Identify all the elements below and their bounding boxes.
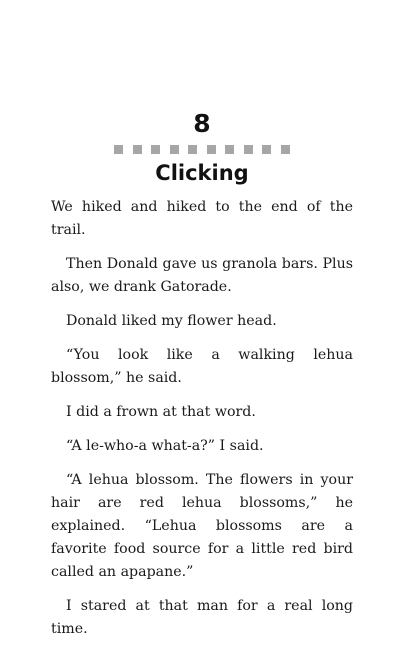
- divider-square: [225, 145, 234, 154]
- divider-square: [281, 145, 290, 154]
- chapter-body: [51, 196, 353, 652]
- paragraph-1: We hiked and hiked to the end of the trail.: [51, 199, 353, 238]
- chapter-title: Clicking: [155, 161, 249, 185]
- paragraph-5: I did a frown at that word.: [66, 404, 256, 420]
- divider-square: [188, 145, 197, 154]
- paragraph-4: “You look like a walking lehua blossom,” he said.: [51, 347, 353, 386]
- divider-square: [151, 145, 160, 154]
- paragraph-6: “A le-who-a what-a?” I said.: [66, 438, 264, 454]
- paragraph-3: Donald liked my flower head.: [66, 313, 277, 329]
- paragraph-8: I stared at that man for a real long time.: [51, 598, 353, 637]
- chapter-number: 8: [193, 109, 211, 138]
- divider-square: [207, 145, 216, 154]
- divider-square: [114, 145, 123, 154]
- divider-square: [170, 145, 179, 154]
- divider-square: [262, 145, 271, 154]
- paragraph-2: Then Donald gave us granola bars. Plus also, we drank Gatorade.: [51, 256, 353, 295]
- paragraph-7: “A lehua blossom. The flowers in your hair are red lehua blossoms,” he explained. “Lehua blossoms are a favorite food source for a little red bird called an apapane.”: [51, 472, 353, 580]
- divider-square: [133, 145, 142, 154]
- divider-square: [244, 145, 253, 154]
- chapter-divider: [114, 145, 290, 154]
